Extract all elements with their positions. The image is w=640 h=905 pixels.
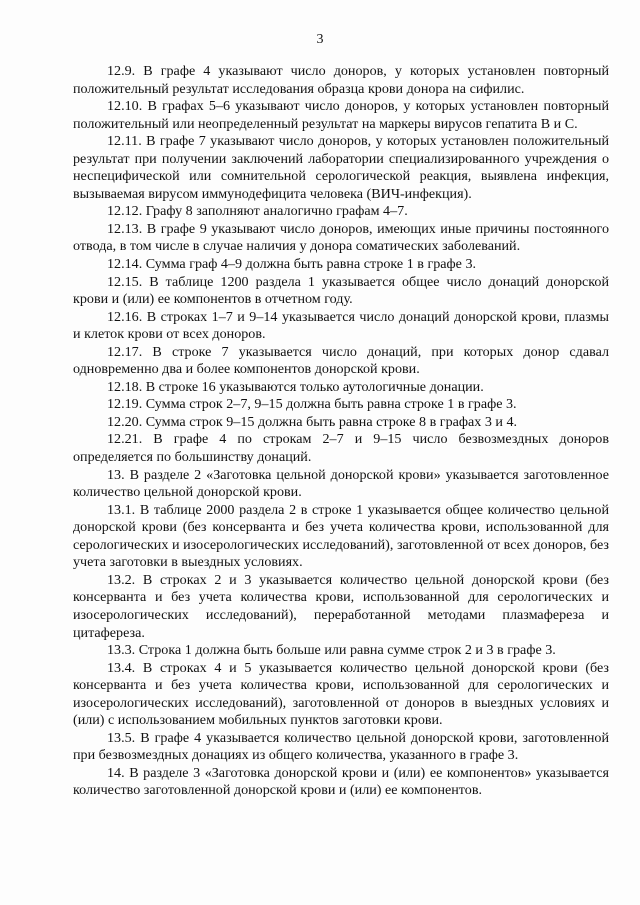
paragraph-12-16: 12.16. В строках 1–7 и 9–14 указывается число донаций донорской крови, плазмы и клеток крови от всех доноров.	[73, 308, 609, 343]
paragraph-12-11: 12.11. В графе 7 указывают число доноров, у которых установлен положительный результат при получении заключений лаборатории специализированного учреждения о неспецифической или сомнительной серологической реакция, выявлена инфекция, вызываемая вирусом иммунодефицита человека (ВИЧ-инфекция).	[73, 133, 609, 202]
paragraph-12-18: 12.18. В строке 16 указываются только аутологичные донации.	[107, 378, 484, 395]
paragraph-12-20: 12.20. Сумма строк 9–15 должна быть равна строке 8 в графах 3 и 4.	[107, 413, 518, 430]
paragraph-13: 13. В разделе 2 «Заготовка цельной донорской крови» указывается заготовленное количество цельной донорской крови.	[73, 466, 609, 501]
paragraph-12-15: 12.15. В таблице 1200 раздела 1 указывается общее число донаций донорской крови и (или) ее компонентов в отчетном году.	[73, 273, 609, 308]
paragraph-12-13: 12.13. В графе 9 указывают число доноров, имеющих иные причины постоянного отвода, в том числе в случае наличия у донора соматических заболеваний.	[73, 220, 609, 255]
paragraph-13-4: 13.4. В строках 4 и 5 указывается количество цельной донорской крови (без консерванта и без учета количества крови, использованной для серологических и изосерологических исследований), заготовленной от доноров в выездных условиях и (или) с использованием мобильных пунктов заготовки крови.	[73, 659, 609, 729]
paragraph-14: 14. В разделе 3 «Заготовка донорской крови и (или) ее компонентов» указывается количество заготовленной донорской крови и (или) ее компонентов.	[73, 764, 609, 799]
paragraph-12-21: 12.21. В графе 4 по строкам 2–7 и 9–15 число безвозмездных доноров определяется по большинству донаций.	[73, 431, 609, 466]
paragraph-12-14: 12.14. Сумма граф 4–9 должна быть равна строке 1 в графе 3.	[107, 256, 477, 273]
paragraph-12-12: 12.12. Графу 8 заполняют аналогично графам 4–7.	[107, 203, 408, 220]
paragraph-13-2: 13.2. В строках 2 и 3 указывается количество цельной донорской крови (без консерванта и без учета количества крови, использованной для серологических и изосерологических исследований), переработанной методами плазмафереза и цитафереза.	[73, 571, 609, 641]
paragraph-13-1: 13.1. В таблице 2000 раздела 2 в строке 1 указывается общее количество цельной донорской крови (без консерванта и без учета количества крови, использованной для серологических и изосерологических исследований), заготовленной от всех доноров, без учета заготовки в выездных условиях.	[73, 501, 609, 571]
paragraph-12-17: 12.17. В строке 7 указывается число донаций, при которых донор сдавал одновременно два и более компонентов донорской крови.	[73, 343, 609, 378]
paragraph-13-3: 13.3. Строка 1 должна быть больше или равна сумме строк 2 и 3 в графе 3.	[107, 642, 556, 659]
paragraph-12-19: 12.19. Сумма строк 2–7, 9–15 должна быть равна строке 1 в графе 3.	[107, 396, 517, 413]
paragraph-12-10: 12.10. В графах 5–6 указывают число доноров, у которых установлен повторный положительный или неопределенный результат на маркеры вирусов гепатита В и С.	[73, 98, 609, 132]
paragraph-13-5: 13.5. В графе 4 указывается количество цельной донорской крови, заготовленной при безвозмездных донациях из общего количества, указанного в графе 3.	[73, 729, 609, 764]
page-number: 3	[316, 32, 324, 47]
document-body	[73, 63, 609, 800]
paragraph-12-9: 12.9. В графе 4 указывают число доноров, у которых установлен повторный положительный результат исследования образца крови донора на сифилис.	[73, 63, 609, 97]
